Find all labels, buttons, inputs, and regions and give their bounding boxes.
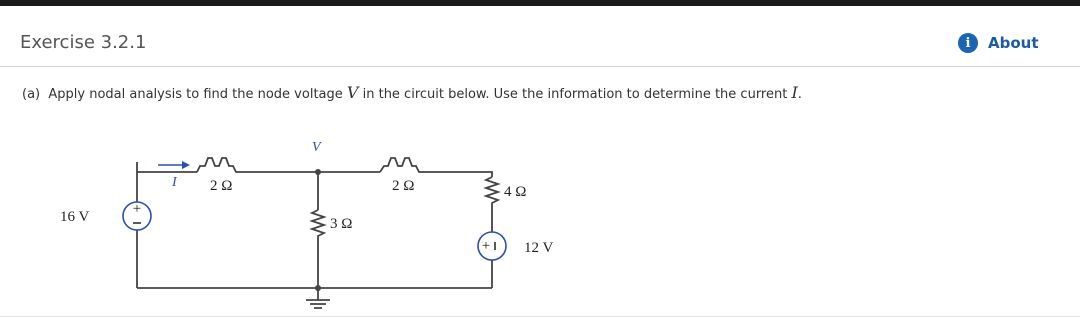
question-text-before: Apply nodal analysis to find the node voltage <box>48 87 343 102</box>
info-icon: i <box>958 33 978 53</box>
wire-top-left <box>137 162 197 172</box>
r-right-label: 4 Ω <box>504 184 527 200</box>
r-middle-label: 2 Ω <box>392 178 415 194</box>
resistor-middle <box>380 158 492 177</box>
question-var-v: V <box>346 83 359 102</box>
source-left-label: 16 V <box>60 209 90 225</box>
exercise-title: Exercise 3.2.1 <box>20 32 147 53</box>
source-left-plus: + <box>132 201 142 217</box>
node-label: V <box>312 140 321 155</box>
source-right-plus: + <box>481 238 491 254</box>
current-label: I <box>172 175 177 190</box>
source-right <box>478 232 506 260</box>
question-text-end: . <box>797 87 802 102</box>
node-dot <box>315 169 321 175</box>
question-text-middle: in the circuit below. Use the information to determine the current <box>362 87 788 102</box>
resistor-left <box>197 158 247 172</box>
source-left <box>123 201 151 230</box>
question-var-i: I <box>791 83 798 102</box>
about-label: About <box>988 34 1039 52</box>
r-vertical-label: 3 Ω <box>330 216 353 232</box>
resistor-right <box>486 177 498 236</box>
r-left-label: 2 Ω <box>210 178 233 194</box>
ground-symbol <box>306 300 330 308</box>
resistor-vertical <box>312 210 324 288</box>
ground-node-dot <box>315 285 321 291</box>
question-part: (a) <box>22 87 41 102</box>
current-arrow <box>158 161 190 169</box>
bottom-divider <box>0 316 1080 317</box>
source-right-label: 12 V <box>524 240 554 256</box>
